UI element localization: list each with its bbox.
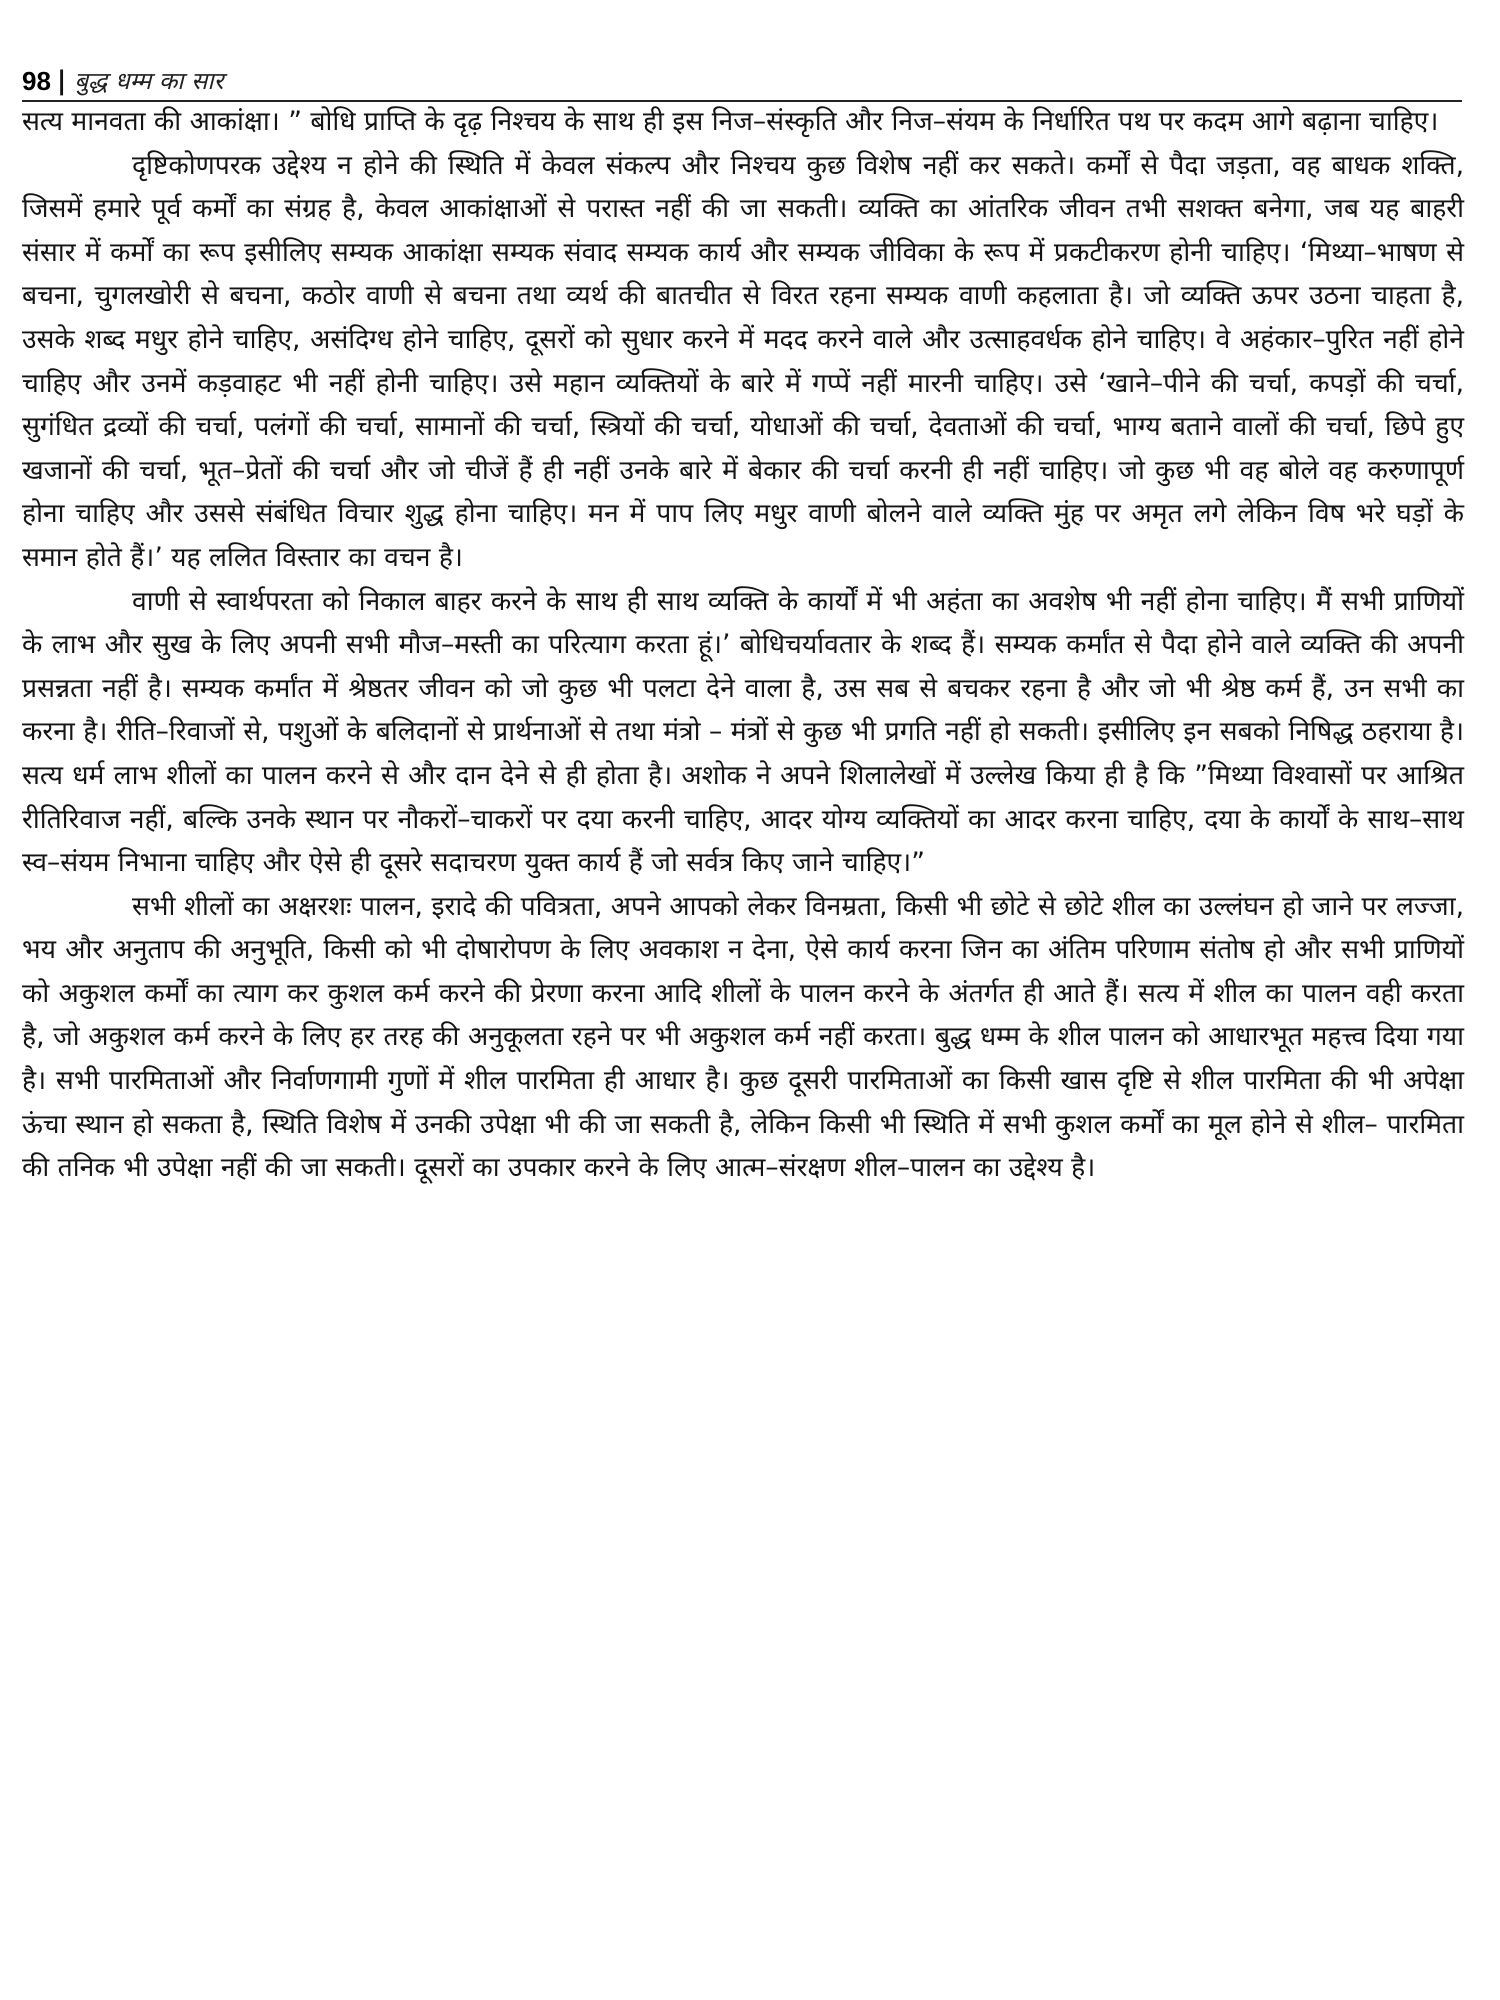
header-separator: | <box>56 66 67 96</box>
running-header <box>22 52 1462 102</box>
book-title: बुद्ध धम्म का सार <box>74 67 224 95</box>
paragraph-sheel-palan: सभी शीलों का अक्षरशः पालन, इरादे की पवित्रता, अपने आपको लेकर विनम्रता, किसी भी छोटे से छोटे शील का उल्लंघन हो जाने पर लज्जा, भय और अनुताप की अनुभूति, किसी को भी दोषारोपण के लिए अवकाश न देना, ऐसे कार्य करना जिन का अंतिम परिणाम संतोष हो और सभी प्राणियों को अकुशल कर्मों का त्याग कर कुशल कर्म करने की प्रेरणा करना आदि शीलों के पालन करने के अंतर्गत ही आते हैं। सत्य में शील का पालन वही करता है, जो अकुशल कर्म करने के लिए हर तरह की अनुकूलता रहने पर भी अकुशल कर्म नहीं करता। बुद्ध धम्म के शील पालन को आधारभूत महत्त्व दिया गया है। सभी पारमिताओं और निर्वाणगामी गुणों में शील पारमिता ही आधार है। कुछ दूसरी पारमिताओं का किसी खास दृष्टि से शील पारमिता की भी अपेक्षा ऊंचा स्थान हो सकता है, स्थिति विशेष में उनकी उपेक्षा भी की जा सकती है, लेकिन किसी भी स्थिति में सभी कुशल कर्मों का मूल होने से शील– पारमिता की तनिक भी उपेक्षा नहीं की जा सकती। दूसरों का उपकार करने के लिए आत्म–संरक्षण शील–पालन का उद्देश्य है। <box>22 890 1464 1184</box>
page-number: 98 <box>22 66 51 96</box>
paragraph-continuation: सत्य मानवता की आकांक्षा। ” बोधि प्राप्ति के दृढ़ निश्चय के साथ ही इस निज–संस्कृति और निज–संयम के निर्धारित पथ पर कदम आगे बढ़ाना चाहिए। <box>22 106 1439 137</box>
paragraph-samyak-karmant: वाणी से स्वार्थपरता को निकाल बाहर करने के साथ ही साथ व्यक्ति के कार्यों में भी अहंता का अवशेष भी नहीं होना चाहिए। मैं सभी प्राणियों के लाभ और सुख के लिए अपनी सभी मौज–मस्ती का परित्याग करता हूं।’ बोधिचर्यावतार के शब्द हैं। सम्यक कर्मांत से पैदा होने वाले व्यक्ति की अपनी प्रसन्नता नहीं है। सम्यक कर्मांत में श्रेष्ठतर जीवन को जो कुछ भी पलटा देने वाला है, उस सब से बचकर रहना है और जो भी श्रेष्ठ कर्म हैं, उन सभी का करना है। रीति–रिवाजों से, पशुओं के बलिदानों से प्रार्थनाओं से तथा मंत्रो – मंत्रों से कुछ भी प्रगति नहीं हो सकती। इसीलिए इन सबको निषिद्ध ठहराया है। सत्य धर्म लाभ शीलों का पालन करने से और दान देने से ही होता है। अशोक ने अपने शिलालेखों में उल्लेख किया ही है कि ”मिथ्या विश्वासों पर आश्रित रीतिरिवाज नहीं, बल्कि उनके स्थान पर नौकरों–चाकरों पर दया करनी चाहिए, आदर योग्य व्यक्तियों का आदर करना चाहिए, दया के कार्यों के साथ–साथ स्व–संयम निभाना चाहिए और ऐसे ही दूसरे सदाचरण युक्त कार्य हैं जो सर्वत्र किए जाने चाहिए।” <box>22 585 1464 879</box>
body-text <box>22 100 1464 1190</box>
paragraph-samyak-vani: दृष्टिकोणपरक उद्देश्य न होने की स्थिति में केवल संकल्प और निश्चय कुछ विशेष नहीं कर सकते। कर्मों से पैदा जड़ता, वह बाधक शक्ति, जिसमें हमारे पूर्व कर्मों का संग्रह है, केवल आकांक्षाओं से परास्त नहीं की जा सकती। व्यक्ति का आंतरिक जीवन तभी सशक्त बनेगा, जब यह बाहरी संसार में कर्मों का रूप इसीलिए सम्यक आकांक्षा सम्यक संवाद सम्यक कार्य और सम्यक जीविका के रूप में प्रकटीकरण होनी चाहिए। ‘मिथ्या–भाषण से बचना, चुगलखोरी से बचना, कठोर वाणी से बचना तथा व्यर्थ की बातचीत से विरत रहना सम्यक वाणी कहलाता है। जो व्यक्ति ऊपर उठना चाहता है, उसके शब्द मधुर होने चाहिए, असंदिग्ध होने चाहिए, दूसरों को सुधार करने में मदद करने वाले और उत्साहवर्धक होने चाहिए। वे अहंकार–पुरित नहीं होने चाहिए और उनमें कड़वाहट भी नहीं होनी चाहिए। उसे महान व्यक्तियों के बारे में गप्पें नहीं मारनी चाहिए। उसे ‘खाने–पीने की चर्चा, कपड़ों की चर्चा, सुगंधित द्रव्यों की चर्चा, पलंगों की चर्चा, सामानों की चर्चा, स्त्रियों की चर्चा, योधाओं की चर्चा, देवताओं की चर्चा, भाग्य बताने वालों की चर्चा, छिपे हुए खजानों की चर्चा, भूत–प्रेतों की चर्चा और जो चीजें हैं ही नहीं उनके बारे में बेकार की चर्चा करनी ही नहीं चाहिए। जो कुछ भी वह बोले वह करुणापूर्ण होना चाहिए और उससे संबंधित विचार शुद्ध होना चाहिए। मन में पाप लिए मधुर वाणी बोलने वाले व्यक्ति मुंह पर अमृत लगे लेकिन विष भरे घड़ों के समान होते हैं।’ यह ललित विस्तार का वचन है। <box>22 149 1464 573</box>
